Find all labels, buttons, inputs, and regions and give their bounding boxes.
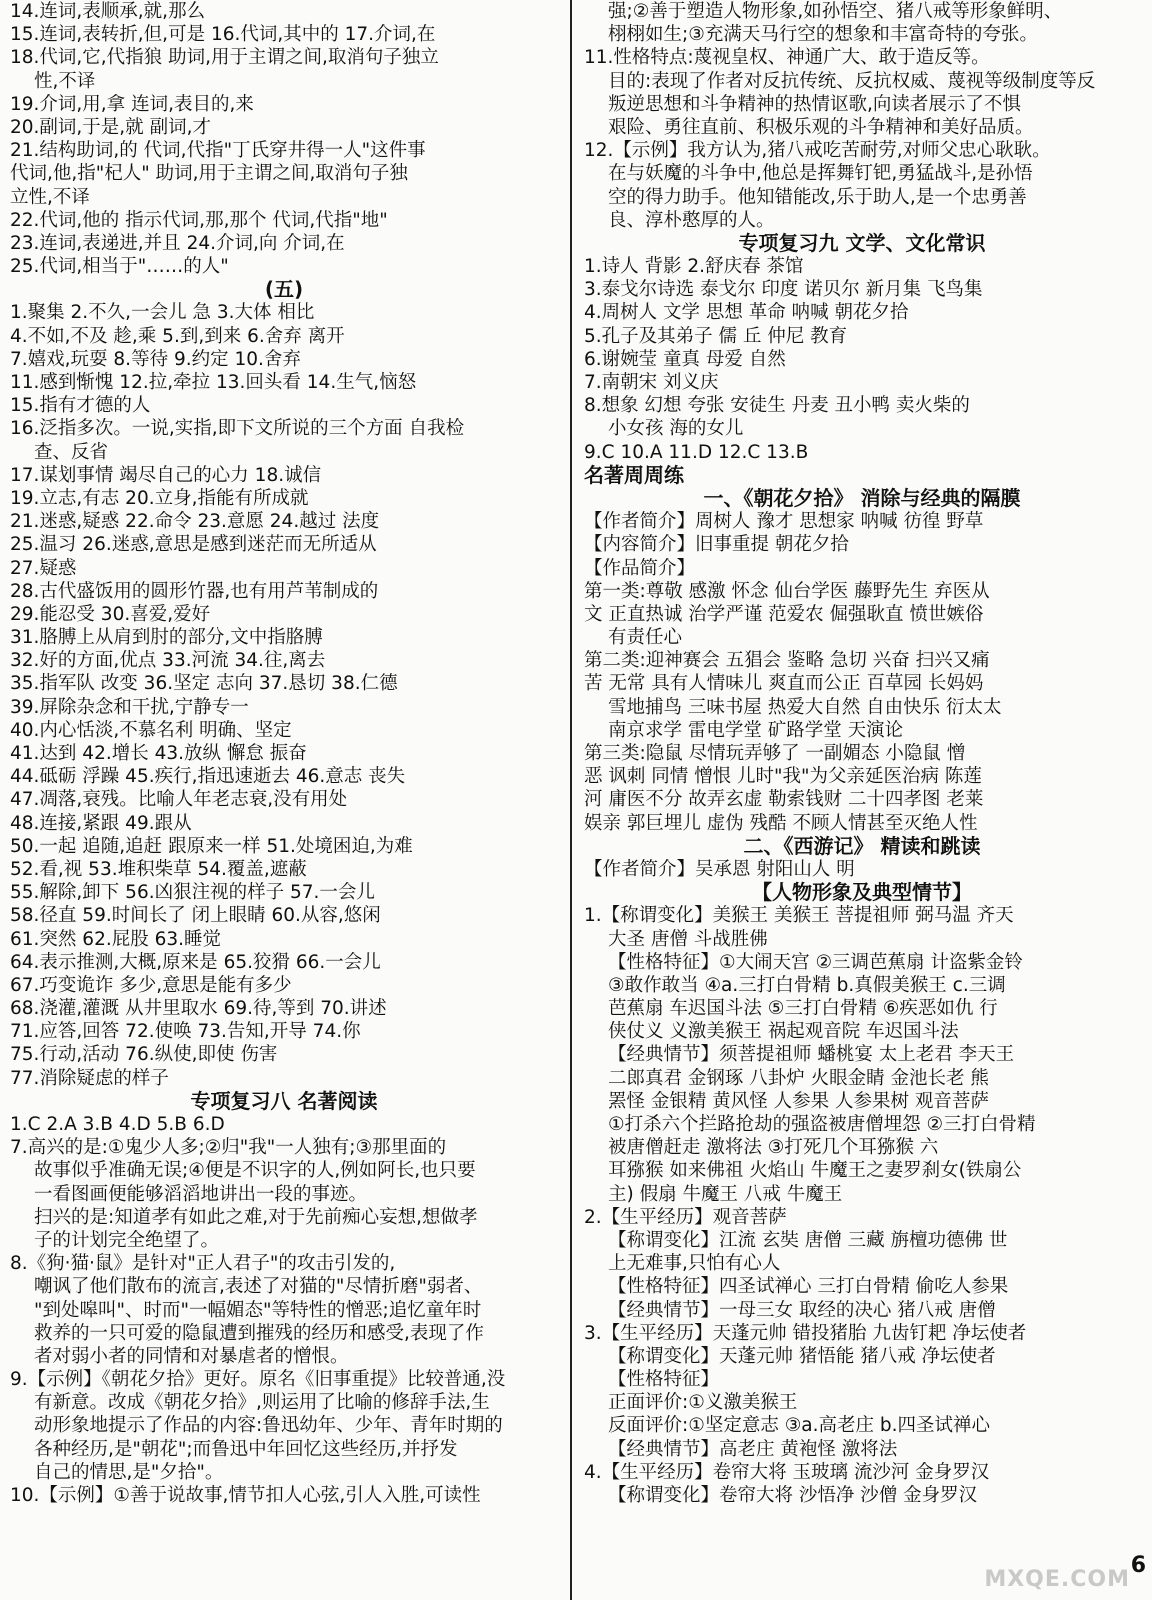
answer-line: 50.一起 追随,追赶 跟原来一样 51.处境困迫,为难 <box>10 835 413 857</box>
section-heading: 名著周周练 <box>584 463 684 487</box>
answer-line: 【作者简介】周树人 豫才 思想家 呐喊 彷徨 野草 <box>584 511 984 533</box>
answer-line: 25.温习 26.迷惑,意思是感到迷茫而无所适从 <box>10 534 377 556</box>
answer-line: 11.性格特点:蔑视皇权、神通广大、敢于造反等。 <box>584 47 990 69</box>
answer-line: 28.古代盛饭用的圆形竹器,也有用芦苇制成的 <box>10 580 379 602</box>
page-number: 6 <box>1130 1553 1146 1578</box>
answer-line: ①打杀六个拦路抢劫的强盗被唐僧埋怨 ②三打白骨精 <box>608 1114 1036 1135</box>
answer-line: 大圣 唐僧 斗战胜佛 <box>608 928 768 950</box>
answer-line: 罴怪 金银精 黄风怪 人参果 人参果树 观音菩萨 <box>608 1090 989 1112</box>
answer-line: 67.巧变诡诈 多少,意思是能有多少 <box>10 974 292 996</box>
answer-line: 二郎真君 金钢琢 八卦炉 火眼金睛 金池长老 熊 <box>608 1067 989 1089</box>
answer-line: 44.砥砺 浮躁 45.疾行,指迅速逝去 46.意志 丧失 <box>10 766 406 788</box>
answer-line: 南京求学 雷电学堂 矿路学堂 天演论 <box>608 719 904 741</box>
answer-line: 故事似乎准确无误;④便是不识字的人,例如阿长,也只要 <box>34 1160 476 1182</box>
right-column <box>584 0 1140 1507</box>
answer-line: 1.诗人 背影 2.舒庆春 茶馆 <box>584 256 804 278</box>
watermark: MXQE.COM <box>984 1567 1130 1592</box>
answer-line: 嘲讽了他们散布的流言,表述了对猫的"尽情折磨"弱者、 <box>34 1276 483 1298</box>
answer-line: 4.不如,不及 趁,乘 5.到,到来 6.舍弃 离开 <box>10 325 345 347</box>
answer-line: 【性格特征】四圣试禅心 三打白骨精 偷吃人参果 <box>608 1276 1009 1298</box>
answer-line: 6.谢婉莹 童真 母爱 自然 <box>584 348 786 370</box>
answer-line: 17.谋划事情 竭尽自己的心力 18.诚信 <box>10 464 322 486</box>
answer-line: 目的:表现了作者对反抗传统、反抗权威、蔑视等级制度等反 <box>608 70 1096 92</box>
answer-line: 动形象地提示了作品的内容:鲁迅幼年、少年、青年时期的 <box>34 1415 503 1437</box>
answer-line: 35.指军队 改变 36.坚定 志向 37.恳切 38.仁德 <box>10 673 398 695</box>
answer-line: 【称谓变化】卷帘大将 沙悟净 沙僧 金身罗汉 <box>608 1485 978 1506</box>
answer-line: 【称谓变化】天蓬元帅 猪悟能 猪八戒 净坛使者 <box>608 1345 996 1367</box>
answer-line: 40.内心恬淡,不慕名利 明确、坚定 <box>10 719 292 741</box>
answer-line: 7.南朝宋 刘义庆 <box>584 372 719 393</box>
answer-line: 文 正直热诚 治学严谨 范爱农 倔强耿直 愤世嫉俗 <box>584 603 984 625</box>
answer-line: 1.【称谓变化】美猴王 美猴王 菩提祖师 弼马温 齐天 <box>584 905 1014 927</box>
answer-line: 8.《狗·猫·鼠》是针对"正人君子"的攻击引发的, <box>10 1253 396 1275</box>
answer-line: 第三类:隐鼠 尽情玩弄够了 一副媚态 小隐鼠 憎 <box>584 743 966 764</box>
answer-line: 7.高兴的是:①鬼少人多;②归"我"一人独有;③那里面的 <box>10 1137 447 1159</box>
answer-line: 【性格特征】 <box>608 1369 720 1391</box>
answer-line: 芭蕉扇 车迟国斗法 ⑤三打白骨精 ⑥疾恶如仇 行 <box>608 998 998 1020</box>
answer-line: 4.周树人 文学 思想 革命 呐喊 朝花夕拾 <box>584 302 909 324</box>
answer-line: 反面评价:①坚定意志 ③a.高老庄 b.四圣试禅心 <box>608 1415 991 1437</box>
answer-line: 【作者简介】吴承恩 射阳山人 明 <box>584 858 855 880</box>
answer-line: 52.看,视 53.堆积柴草 54.覆盖,遮蔽 <box>10 858 307 880</box>
answer-line: 32.好的方面,优点 33.河流 34.往,离去 <box>10 650 326 672</box>
answer-line: 正面评价:①义激美猴王 <box>608 1392 798 1414</box>
answer-line: 被唐僧赶走 激将法 ③打死几个耳猕猴 六 <box>608 1137 939 1159</box>
answer-line: 雪地捕鸟 三味书屋 热爱大自然 自由快乐 衍太太 <box>608 696 1002 718</box>
answer-line: 【经典情节】高老庄 黄袍怪 激将法 <box>608 1438 898 1460</box>
answer-line: 77.消除疑虑的样子 <box>10 1067 169 1089</box>
section-heading: 【人物形象及典型情节】 <box>752 881 972 905</box>
answer-line: 9.【示例】《朝花夕拾》更好。原名《旧事重提》比较普通,没 <box>10 1369 506 1391</box>
answer-line: 代词,他,指"杞人" 助词,用于主谓之间,取消句子独 <box>10 163 408 185</box>
answer-line: 39.屏除杂念和干扰,宁静专一 <box>10 696 249 718</box>
answer-line: 22.代词,他的 指示代词,那,那个 代词,代指"地" <box>10 209 388 231</box>
answer-line: 58.径直 59.时间长了 闭上眼睛 60.从容,悠闲 <box>10 905 381 927</box>
answer-line: 20.副词,于是,就 副词,才 <box>10 116 211 138</box>
answer-line: 【性格特征】①大闹天宫 ②三调芭蕉扇 计盗紫金铃 <box>608 951 1023 973</box>
answer-line: 恶 讽刺 同情 憎恨 儿时"我"为父亲延医治病 陈莲 <box>584 766 982 788</box>
answer-line: 64.表示推测,大概,原来是 65.狡猾 66.一会儿 <box>10 951 381 973</box>
answer-line: 21.迷惑,疑惑 22.命令 23.意愿 24.越过 法度 <box>10 511 380 533</box>
answer-line: 3.【生平经历】天蓬元帅 错投猪胎 九齿钉耙 净坛使者 <box>584 1322 1027 1344</box>
column-divider <box>570 0 572 1600</box>
answer-line: 19.介词,用,拿 连词,表目的,来 <box>10 93 254 115</box>
answer-line: 性,不译 <box>34 70 96 92</box>
answer-line: 【内容简介】旧事重提 朝花夕拾 <box>584 534 849 556</box>
answer-line: 第一类:尊敬 感激 怀念 仙台学医 藤野先生 弃医从 <box>584 580 990 602</box>
answer-line: 29.能忍受 30.喜爱,爱好 <box>10 603 211 625</box>
answer-line: 【经典情节】一母三女 取经的决心 猪八戒 唐僧 <box>608 1299 996 1321</box>
answer-line: 空的得力助手。他知错能改,乐于助人,是一个忠勇善 <box>608 186 1027 208</box>
answer-line: 31.胳膊上从肩到肘的部分,文中指胳膊 <box>10 627 323 649</box>
answer-line: 25.代词,相当于"……的人" <box>10 256 229 278</box>
answer-line: 苦 无常 具有人情味儿 爽直而公正 百草园 长妈妈 <box>584 673 984 695</box>
answer-line: 8.想象 幻想 夸张 安徒生 丹麦 丑小鸭 卖火柴的 <box>584 395 970 417</box>
answer-line: 【称谓变化】江流 玄奘 唐僧 三藏 旃檀功德佛 世 <box>608 1229 1008 1251</box>
answer-line: 自己的情思,是"夕拾"。 <box>34 1461 224 1483</box>
answer-line: 11.感到惭愧 12.拉,牵拉 13.回头看 14.生气,恼怒 <box>10 372 417 393</box>
answer-line: 扫兴的是:知道孝有如此之难,对于先前痴心妄想,想做孝 <box>34 1206 478 1228</box>
answer-line: 小女孩 海的女儿 <box>608 418 744 440</box>
answer-line: 27.疑惑 <box>10 557 77 579</box>
answer-line: 21.结构助词,的 代词,代指"丁氏穿井得一人"这件事 <box>10 140 426 162</box>
answer-line: 48.连接,紧跟 49.跟从 <box>10 812 192 834</box>
answer-line: 各种经历,是"朝花";而鲁迅中年回忆这些经历,并抒发 <box>34 1438 458 1460</box>
answer-line: 19.立志,有志 20.立身,指能有所成就 <box>10 487 309 509</box>
answer-line: 2.【生平经历】观音菩萨 <box>584 1206 787 1228</box>
answer-line: 75.行动,活动 76.纵使,即使 伤害 <box>10 1044 278 1066</box>
section-heading: 二、《西游记》 精读和跳读 <box>743 834 981 858</box>
answer-line: 有责任心 <box>608 627 683 649</box>
answer-line: 救养的一只可爱的隐鼠遭到摧残的经历和感受,表现了作 <box>34 1322 484 1344</box>
answer-line: 47.凋落,衰残。比喻人年老志衰,没有用处 <box>10 789 348 811</box>
answer-line: 查、反省 <box>34 441 109 463</box>
answer-line: 栩栩如生;③充满天马行空的想象和丰富奇特的夸张。 <box>608 24 1038 46</box>
answer-line: ③敢作敢当 ④a.三打白骨精 b.真假美猴王 c.三调 <box>608 974 1006 996</box>
answer-line: 9.C 10.A 11.D 12.C 13.B <box>584 441 809 463</box>
answer-line: 68.浇灌,灌溉 从井里取水 69.待,等到 70.讲述 <box>10 998 387 1020</box>
answer-line: 3.泰戈尔诗选 泰戈尔 印度 诺贝尔 新月集 飞鸟集 <box>584 279 983 301</box>
answer-line: 5.孔子及其弟子 儒 丘 仲尼 教育 <box>584 325 848 347</box>
answer-line: 18.代词,它,代指狼 助词,用于主谓之间,取消句子独立 <box>10 47 439 69</box>
answer-line: 16.泛指多次。一说,实指,即下文所说的三个方面 自我检 <box>10 418 465 440</box>
answer-line: 1.聚集 2.不久,一会儿 急 3.大体 相比 <box>10 302 315 324</box>
section-heading: 专项复习八 名著阅读 <box>190 1089 378 1113</box>
answer-line: 第二类:迎神赛会 五猖会 鉴略 急切 兴奋 扫兴又痛 <box>584 650 990 672</box>
left-column <box>10 0 558 1507</box>
answer-line: 一看图画便能够滔滔地讲出一段的事迹。 <box>34 1183 368 1205</box>
answer-line: 71.应答,回答 72.使唤 73.告知,开导 74.你 <box>10 1021 361 1043</box>
answer-line: 主) 假扇 牛魔王 八戒 牛魔王 <box>608 1183 843 1205</box>
answer-line: 上无难事,只怕有心人 <box>608 1253 781 1275</box>
answer-line: 23.连词,表递进,并且 24.介词,向 介词,在 <box>10 232 345 254</box>
answer-line: 者对弱小者的同情和对暴虐者的憎恨。 <box>34 1345 349 1367</box>
section-heading: 一、《朝花夕拾》 消除与经典的隔膜 <box>703 486 1021 510</box>
answer-line: 41.达到 42.增长 43.放纵 懈怠 振奋 <box>10 743 307 764</box>
answer-line: 【经典情节】须菩提祖师 蟠桃宴 太上老君 李天王 <box>608 1044 1015 1066</box>
answer-line: 61.突然 62.屁股 63.睡觉 <box>10 928 222 950</box>
section-heading: (五) <box>264 278 304 302</box>
answer-line: 10.【示例】①善于说故事,情节扣人心弦,引人入胜,可读性 <box>10 1485 481 1506</box>
answer-line: 河 庸医不分 故弄玄虚 勒索钱财 二十四孝图 老莱 <box>584 789 984 811</box>
answer-line: 侠仗义 义激美猴王 祸起观音院 车迟国斗法 <box>608 1021 959 1043</box>
answer-line: 良、淳朴憨厚的人。 <box>608 209 775 231</box>
answer-line: 15.指有才德的人 <box>10 395 151 417</box>
answer-line: 1.C 2.A 3.B 4.D 5.B 6.D <box>10 1114 225 1135</box>
answer-line: 15.连词,表转折,但,可是 16.代词,其中的 17.介词,在 <box>10 24 436 46</box>
answer-line: 强;②善于塑造人物形象,如孙悟空、猪八戒等形象鲜明、 <box>608 1 1063 22</box>
answer-line: 立性,不译 <box>10 186 90 208</box>
answer-line: 14.连词,表顺承,就,那么 <box>10 1 206 22</box>
answer-line: 4.【生平经历】卷帘大将 玉玻璃 流沙河 金身罗汉 <box>584 1461 990 1483</box>
answer-line: 在与妖魔的斗争中,他总是挥舞钉钯,勇猛战斗,是孙悟 <box>608 163 1033 185</box>
answer-line: 艰险、勇往直前、积极乐观的斗争精神和美好品质。 <box>608 116 1034 138</box>
answer-line: 子的计划完全绝望了。 <box>34 1229 220 1251</box>
section-heading: 专项复习九 文学、文化常识 <box>738 231 986 255</box>
answer-line: 7.嬉戏,玩耍 8.等待 9.约定 10.舍弃 <box>10 348 301 370</box>
answer-line: 55.解除,卸下 56.凶狠注视的样子 57.一会儿 <box>10 882 375 904</box>
answer-line: 娱亲 郭巨埋儿 虚伪 残酷 不顾人情甚至灭绝人性 <box>584 812 978 834</box>
answer-line: "到处嗥叫"、时而"一幅媚态"等特性的憎恶;追忆童年时 <box>34 1299 482 1321</box>
answer-line: 叛逆思想和斗争精神的热情讴歌,向读者展示了不惧 <box>608 93 1021 115</box>
answer-line: 有新意。改成《朝花夕拾》,则运用了比喻的修辞手法,生 <box>34 1392 490 1414</box>
answer-line: 12.【示例】我方认为,猪八戒吃苦耐劳,对师父忠心耿耿。 <box>584 140 1051 162</box>
answer-line: 【作品简介】 <box>584 557 696 579</box>
answer-line: 耳猕猴 如来佛祖 火焰山 牛魔王之妻罗刹女(铁扇公 <box>608 1160 1022 1182</box>
